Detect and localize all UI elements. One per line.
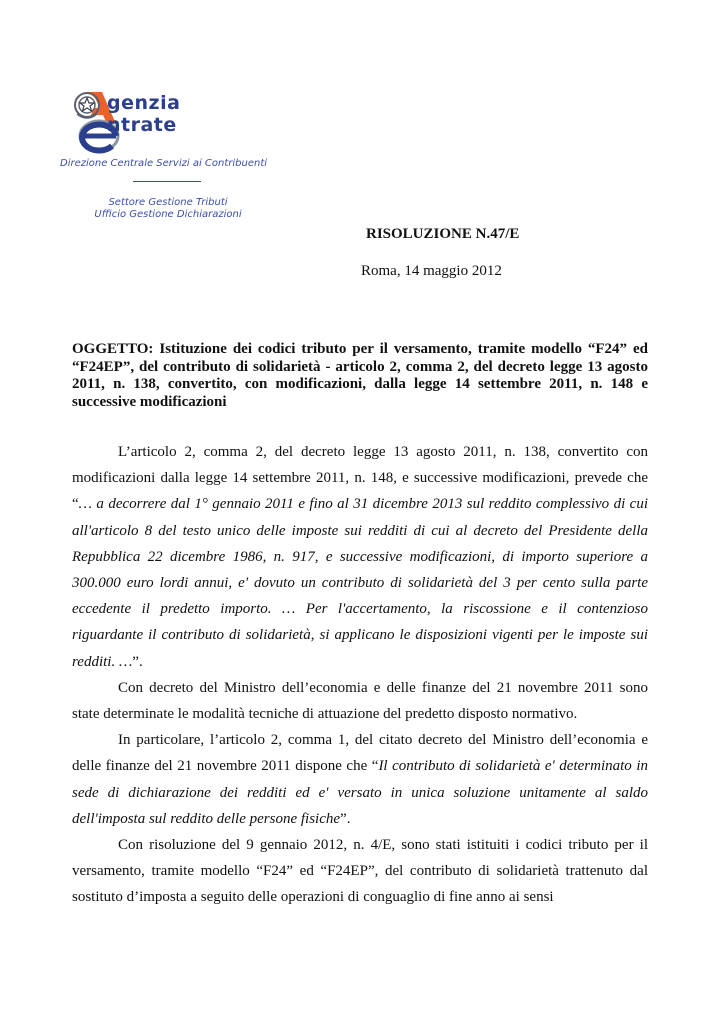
resolution-date: Roma, 14 maggio 2012 bbox=[361, 263, 502, 279]
document-body bbox=[72, 439, 648, 911]
office-line-1: Settore Gestione Tributi bbox=[108, 197, 228, 208]
paragraph-3 bbox=[72, 727, 648, 832]
paragraph-2: Con decreto del Ministro dell’economia e delle finanze del 21 novembre 2011 sono state determinate le modalità tecniche di attuazione del predetto disposto normativo. bbox=[72, 679, 648, 723]
office-line-2: Ufficio Gestione Dichiarazioni bbox=[94, 209, 242, 220]
paragraph-3-quote: Il contributo di solidarietà e' determinato in sede di dichiarazione dei redditi ed e' versato in unica soluzione unitamente al saldo dell'imposta sul reddito delle persone fisiche bbox=[72, 758, 648, 827]
subject-label: OGGETTO: bbox=[72, 341, 154, 357]
paragraph-1-quote: … a decorrere dal 1° gennaio 2011 e fino al 31 dicembre 2013 sul reddito complessivo di cui all'articolo 8 del testo unico delle imposte sui redditi di cui al decreto del Presidente della Repubblica 22 dicembre 1986, n. 917, e successive modificazioni, di importo superiore a 300.000 euro lordi annui, e' dovuto un contributo di solidarietà del 3 per cento sulla parte eccedente il predetto importo. … Per l'accertamento, la riscossione e il contenzioso riguardante il contributo di solidarietà, si applicano le disposizioni vigenti per le imposte sui redditi. … bbox=[72, 496, 648, 670]
subject-text: Istituzione dei codici tributo per il versamento, tramite modello “F24” ed “F24EP”, del contributo di solidarietà - articolo 2, comma 2, del decreto legge 13 agosto 2011, n. 138, convertito, con modificazioni, dalla legge 14 settembre 2011, n. 148 e successive modificazioni bbox=[72, 341, 649, 410]
department-name: Direzione Centrale Servizi ai Contribuenti bbox=[60, 158, 268, 169]
paragraph-1-intro: L’articolo 2, comma 2, del decreto legge 13 agosto 2011, n. 138, convertito con modificazioni dalla legge 14 settembre 2011, n. 148, e successive modificazioni, prevede che “ bbox=[72, 444, 648, 513]
office-block bbox=[58, 197, 278, 221]
resolution-title: RISOLUZIONE N.47/E bbox=[366, 226, 520, 242]
logo-word-entrate: ntrate bbox=[107, 114, 177, 136]
logo-word-agenzia: genzia bbox=[107, 92, 181, 114]
paragraph-3-intro: In particolare, l’articolo 2, comma 1, del citato decreto del Ministro dell’economia e delle finanze del 21 novembre 2011 dispone che “ bbox=[72, 732, 648, 775]
subject-block bbox=[72, 341, 648, 411]
paragraph-4: Con risoluzione del 9 gennaio 2012, n. 4/E, sono stati istituiti i codici tributo per il versamento, tramite modello “F24” ed “F24EP”, del contributo di solidarietà trattenuto dal sostituto d’imposta a seguito delle operazioni di conguaglio di fine anno ai sensi bbox=[72, 837, 648, 906]
paragraph-3-end: ”. bbox=[340, 810, 351, 827]
agenzia-entrate-logo bbox=[72, 90, 282, 156]
paragraph-1 bbox=[72, 439, 648, 675]
paragraph-1-end: ”. bbox=[132, 653, 143, 670]
italian-republic-emblem-icon bbox=[72, 90, 102, 122]
header-divider bbox=[133, 181, 201, 182]
